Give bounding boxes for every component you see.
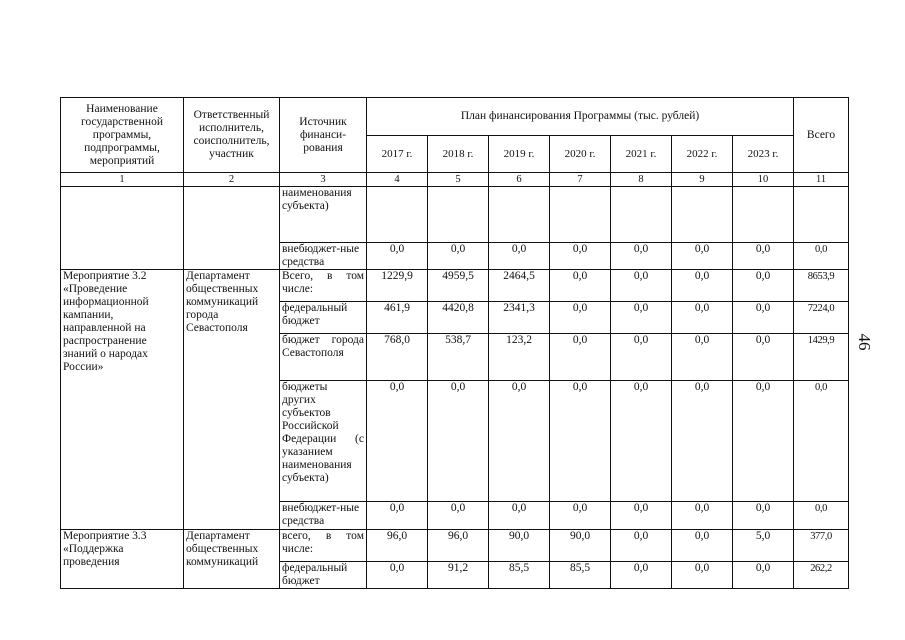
source-cell: федеральный бюджет	[280, 302, 367, 334]
source-cell: внебюджет-ные средства	[280, 502, 367, 530]
value-cell	[672, 187, 733, 243]
value-cell: 0,0	[550, 334, 611, 381]
table-row	[61, 530, 849, 562]
column-number: 10	[733, 173, 794, 187]
total-cell: 0,0	[794, 502, 849, 530]
value-cell: 0,0	[611, 502, 672, 530]
header-col1: Наименование государственной программы, подпрограммы, мероприятий	[61, 98, 184, 173]
value-cell: 90,0	[550, 530, 611, 562]
value-cell: 0,0	[611, 334, 672, 381]
year-header: 2019 г.	[489, 136, 550, 173]
value-cell: 0,0	[672, 334, 733, 381]
value-cell: 0,0	[367, 502, 428, 530]
value-cell: 461,9	[367, 302, 428, 334]
value-cell: 0,0	[367, 562, 428, 589]
header-plan: План финансирования Программы (тыс. рублей)	[367, 98, 794, 136]
value-cell: 2464,5	[489, 270, 550, 302]
total-cell: 0,0	[794, 243, 849, 270]
value-cell: 0,0	[428, 243, 489, 270]
value-cell: 0,0	[672, 530, 733, 562]
value-cell: 0,0	[672, 381, 733, 502]
value-cell: 0,0	[550, 243, 611, 270]
measure-name-cell	[61, 187, 184, 270]
value-cell: 0,0	[672, 302, 733, 334]
value-cell: 0,0	[428, 502, 489, 530]
financing-table	[60, 97, 849, 589]
value-cell: 4420,8	[428, 302, 489, 334]
value-cell: 0,0	[428, 381, 489, 502]
measure-name-cell: Мероприятие 3.3 «Поддержка проведения	[61, 530, 184, 589]
executor-cell: Департамент общественных коммуникаций	[184, 530, 280, 589]
header-col2: Ответственный исполнитель, соисполнитель, участник	[184, 98, 280, 173]
source-cell: федеральный бюджет	[280, 562, 367, 589]
value-cell: 1229,9	[367, 270, 428, 302]
value-cell: 0,0	[611, 270, 672, 302]
year-header: 2021 г.	[611, 136, 672, 173]
value-cell: 0,0	[550, 502, 611, 530]
column-number: 5	[428, 173, 489, 187]
value-cell: 0,0	[611, 562, 672, 589]
source-cell: внебюджет-ные средства	[280, 243, 367, 270]
column-number: 1	[61, 173, 184, 187]
measure-name-cell: Мероприятие 3.2 «Проведение информационной кампании, направленной на распространение знаний о народах России»	[61, 270, 184, 530]
value-cell: 0,0	[733, 334, 794, 381]
source-cell: бюджет города Севастополя	[280, 334, 367, 381]
year-header: 2022 г.	[672, 136, 733, 173]
value-cell: 90,0	[489, 530, 550, 562]
value-cell: 0,0	[489, 381, 550, 502]
value-cell: 0,0	[733, 243, 794, 270]
total-cell: 8653,9	[794, 270, 849, 302]
value-cell: 0,0	[611, 381, 672, 502]
value-cell	[550, 187, 611, 243]
value-cell: 4959,5	[428, 270, 489, 302]
value-cell: 0,0	[672, 562, 733, 589]
value-cell: 0,0	[611, 243, 672, 270]
value-cell: 5,0	[733, 530, 794, 562]
value-cell: 91,2	[428, 562, 489, 589]
value-cell: 0,0	[367, 243, 428, 270]
table-row	[61, 187, 849, 243]
value-cell: 123,2	[489, 334, 550, 381]
value-cell: 0,0	[611, 530, 672, 562]
column-number: 11	[794, 173, 849, 187]
value-cell: 0,0	[733, 302, 794, 334]
value-cell	[367, 187, 428, 243]
value-cell: 0,0	[672, 270, 733, 302]
year-header: 2017 г.	[367, 136, 428, 173]
value-cell: 0,0	[733, 562, 794, 589]
value-cell: 768,0	[367, 334, 428, 381]
year-header: 2023 г.	[733, 136, 794, 173]
value-cell: 0,0	[550, 302, 611, 334]
value-cell: 85,5	[550, 562, 611, 589]
total-cell: 262,2	[794, 562, 849, 589]
header-total: Всего	[794, 98, 849, 173]
total-cell: 7224,0	[794, 302, 849, 334]
value-cell: 0,0	[672, 502, 733, 530]
value-cell: 0,0	[489, 502, 550, 530]
value-cell: 0,0	[733, 502, 794, 530]
value-cell: 96,0	[367, 530, 428, 562]
total-cell: 0,0	[794, 381, 849, 502]
total-cell: 377,0	[794, 530, 849, 562]
value-cell	[428, 187, 489, 243]
value-cell: 538,7	[428, 334, 489, 381]
value-cell: 96,0	[428, 530, 489, 562]
value-cell: 0,0	[733, 270, 794, 302]
value-cell: 0,0	[489, 243, 550, 270]
value-cell	[489, 187, 550, 243]
column-number: 4	[367, 173, 428, 187]
header-col3: Источник финанси-рования	[280, 98, 367, 173]
value-cell	[611, 187, 672, 243]
total-cell: 1429,9	[794, 334, 849, 381]
source-cell: бюджеты других субъектов Российской Федерации (с указанием наименования субъекта)	[280, 381, 367, 502]
page-number: 46	[855, 333, 874, 351]
executor-cell: Департамент общественных коммуникаций города Севастополя	[184, 270, 280, 530]
value-cell: 0,0	[733, 381, 794, 502]
column-number: 2	[184, 173, 280, 187]
source-cell: всего, в том числе:	[280, 530, 367, 562]
column-number: 6	[489, 173, 550, 187]
table-row	[61, 270, 849, 302]
year-header: 2020 г.	[550, 136, 611, 173]
source-cell: наименования субъекта)	[280, 187, 367, 243]
value-cell: 2341,3	[489, 302, 550, 334]
column-number: 7	[550, 173, 611, 187]
value-cell: 0,0	[611, 302, 672, 334]
value-cell: 0,0	[367, 381, 428, 502]
column-number: 8	[611, 173, 672, 187]
value-cell: 0,0	[550, 381, 611, 502]
value-cell	[733, 187, 794, 243]
value-cell: 0,0	[550, 270, 611, 302]
source-cell: Всего, в том числе:	[280, 270, 367, 302]
value-cell: 85,5	[489, 562, 550, 589]
total-cell	[794, 187, 849, 243]
column-number: 3	[280, 173, 367, 187]
column-number: 9	[672, 173, 733, 187]
year-header: 2018 г.	[428, 136, 489, 173]
executor-cell	[184, 187, 280, 270]
value-cell: 0,0	[672, 243, 733, 270]
